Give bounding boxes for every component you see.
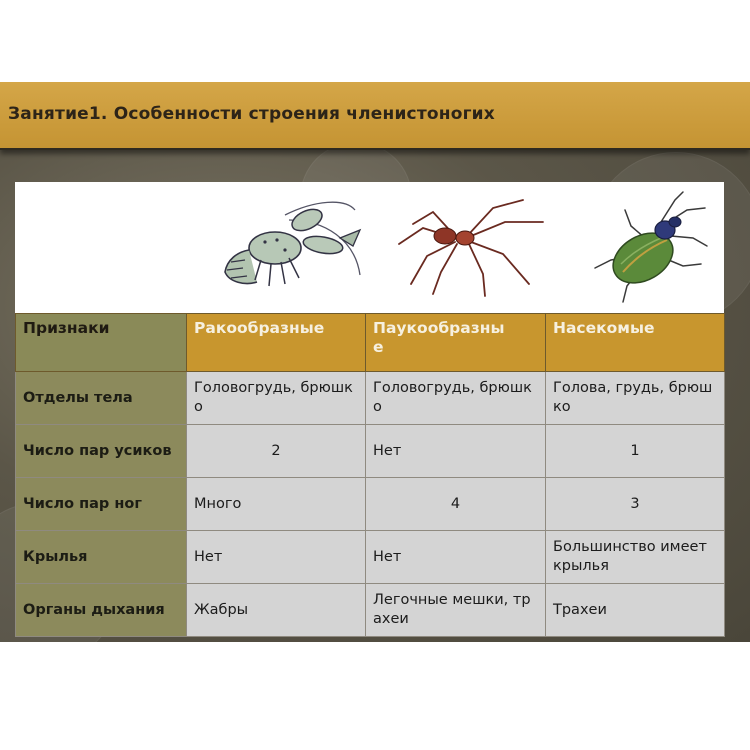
header-arachnids-line1: Паукообразны (373, 319, 505, 337)
table-cell: Нет (187, 531, 366, 584)
crayfish-illustration (215, 190, 375, 302)
header-features: Признаки (16, 314, 187, 372)
table-cell: 3 (546, 478, 725, 531)
beetle-illustration (575, 186, 715, 308)
table-row (16, 425, 725, 478)
row-label-wings: Крылья (16, 531, 187, 584)
table-row (16, 531, 725, 584)
table-row (16, 584, 725, 637)
table-header-row (16, 314, 725, 372)
row-label-antennae-pairs: Число пар усиков (16, 425, 187, 478)
illustrations-panel (15, 182, 724, 313)
table-cell: Головогрудь, брюшко (366, 372, 546, 425)
table-cell: Жабры (187, 584, 366, 637)
spider-illustration (393, 194, 553, 299)
table-cell: 1 (546, 425, 725, 478)
header-arachnids (366, 314, 546, 372)
row-label-respiratory-organs: Органы дыхания (16, 584, 187, 637)
table-cell: Нет (366, 425, 546, 478)
slide (0, 82, 750, 642)
table-cell: Трахеи (546, 584, 725, 637)
slide-title: Занятие1. Особенности строения членистоногих (8, 104, 495, 124)
slide-title-bar (0, 82, 750, 150)
table-cell: Большинство имеет крылья (546, 531, 725, 584)
header-crustaceans: Ракообразные (187, 314, 366, 372)
row-label-body-sections: Отделы тела (16, 372, 187, 425)
table-cell: 2 (187, 425, 366, 478)
row-label-leg-pairs: Число пар ног (16, 478, 187, 531)
comparison-table (15, 313, 725, 637)
header-insects: Насекомые (546, 314, 725, 372)
table-cell: Голова, грудь, брюшко (546, 372, 725, 425)
table-cell: Много (187, 478, 366, 531)
table-cell: 4 (366, 478, 546, 531)
table-row (16, 478, 725, 531)
header-arachnids-line2: е (373, 338, 384, 356)
table-cell: Головогрудь, брюшко (187, 372, 366, 425)
table-cell: Нет (366, 531, 546, 584)
table-cell: Легочные мешки, трахеи (366, 584, 546, 637)
table-row (16, 372, 725, 425)
